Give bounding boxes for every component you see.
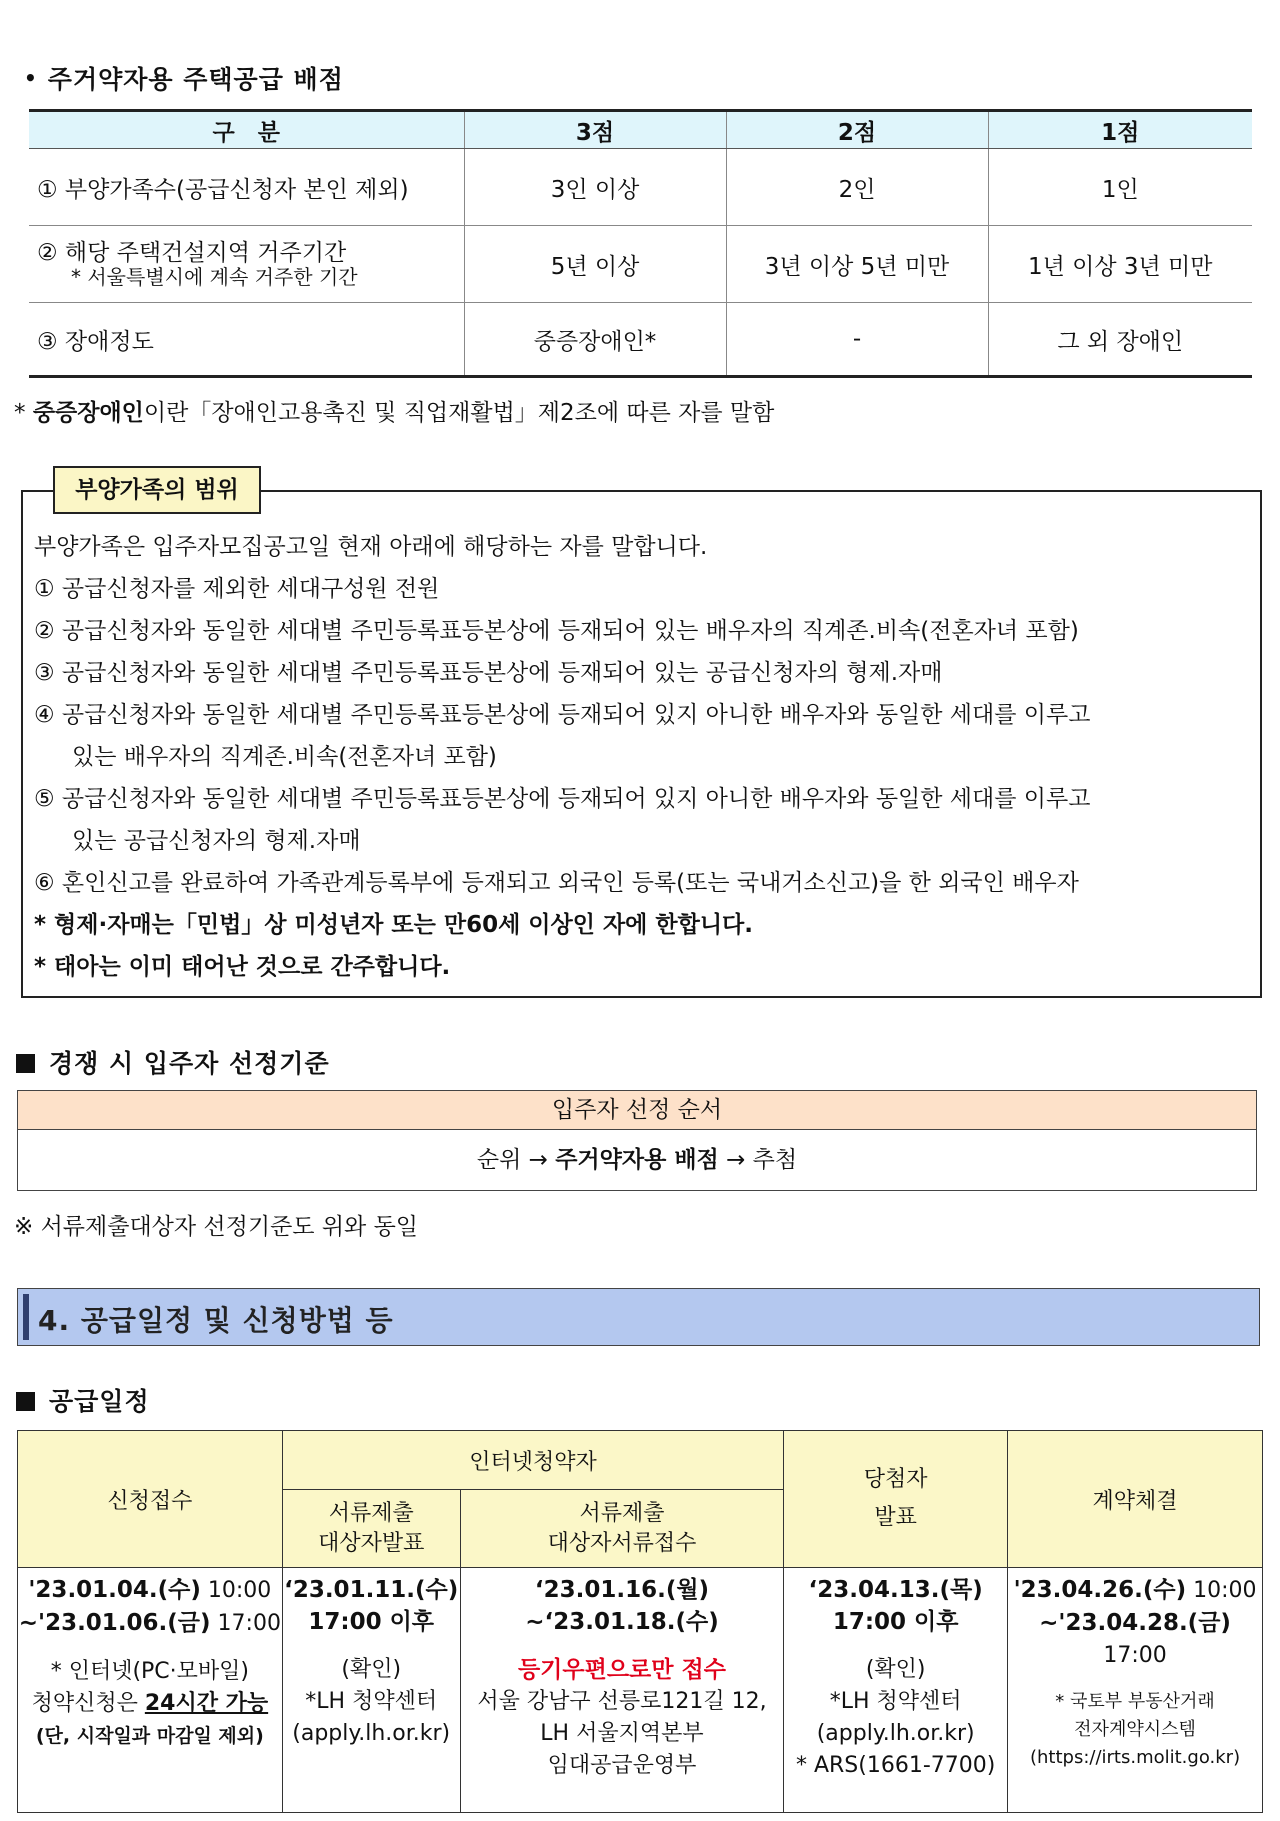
section-heading-selection <box>16 1044 330 1080</box>
cell-3pt: 중증장애인* <box>464 303 726 377</box>
row-label: ③ 장애정도 <box>29 303 464 377</box>
selection-order-header: 입주자 선정 순서 <box>18 1091 1256 1130</box>
list-item: ② 공급신청자와 동일한 세대별 주민등록표등본상에 등재되어 있는 배우자의 직계존.비속(전혼자녀 포함) <box>34 618 1079 644</box>
apply-end-date: ~'23.01.06.(금) <box>18 1610 211 1636</box>
chapter-banner <box>17 1288 1260 1346</box>
list-note <box>34 908 1256 950</box>
list-note <box>34 950 1256 992</box>
cell-1pt: 그 외 장애인 <box>988 303 1252 377</box>
apply-24h: 24시간 가능 <box>144 1691 269 1716</box>
square-bullet-icon <box>16 1392 35 1411</box>
section-heading-schedule <box>16 1382 150 1418</box>
doc-announce-time: 17:00 이후 <box>308 1609 435 1635</box>
cell-3pt: 3인 이상 <box>464 149 726 226</box>
cell-1pt: 1년 이상 3년 미만 <box>988 226 1252 303</box>
note-fetus: * 태아는 이미 태어난 것으로 간주합니다. <box>34 954 451 980</box>
selection-order-box <box>17 1090 1257 1191</box>
winner-url: (apply.lh.or.kr) <box>816 1721 975 1746</box>
header-winner: 당첨자 발표 <box>784 1431 1008 1568</box>
list-item: ① 공급신청자를 제외한 세대구성원 전원 <box>34 576 440 602</box>
section-title: 공급일정 <box>49 1387 150 1416</box>
apply-start-time: 10:00 <box>200 1578 272 1603</box>
header-doc-receive: 서류제출 대상자서류접수 <box>460 1490 784 1568</box>
doc-receive-start: ‘23.01.16.(월) <box>534 1577 710 1603</box>
header-doc-announce: 서류제출 대상자발표 <box>282 1490 460 1568</box>
doc-receive-office: LH 서울지역본부 <box>540 1721 704 1746</box>
contract-start-time: 10:00 <box>1186 1578 1257 1603</box>
contract-note: * 국토부 부동산거래 <box>1055 1691 1215 1712</box>
contract-start-date: '23.04.26.(수) <box>1013 1577 1187 1603</box>
contract-system: 전자계약시스템 <box>1074 1719 1196 1740</box>
severe-disability-note <box>14 394 774 427</box>
doc-receive-mail-only: 등기우편으로만 접수 <box>517 1657 726 1683</box>
chapter-title: 4. 공급일정 및 신청방법 등 <box>38 1304 394 1337</box>
table-row <box>29 303 1252 377</box>
table-row <box>29 149 1252 226</box>
order-step-rank: 순위 → <box>476 1147 556 1173</box>
selection-order-body <box>18 1130 1256 1190</box>
cell-doc-receive <box>460 1568 784 1813</box>
contract-end-date: ~'23.04.28.(금) <box>1039 1610 1231 1636</box>
doc-announce-center: *LH 청약센터 <box>305 1689 438 1714</box>
row-label-sub: * 서울특별시에 계속 거주한 기간 <box>71 265 358 289</box>
winner-check: (확인) <box>865 1657 926 1682</box>
note-bold: 중증장애인 <box>32 400 144 426</box>
list-item: ③ 공급신청자와 동일한 세대별 주민등록표등본상에 등재되어 있는 공급신청자의 형제.자매 <box>34 660 943 686</box>
winner-ars: * ARS(1661-7700) <box>795 1753 996 1778</box>
header-3pt: 3점 <box>464 111 726 149</box>
list-item: 있는 배우자의 직계존.비속(전혼자녀 포함) <box>72 744 497 770</box>
cell-doc-announce <box>282 1568 460 1813</box>
section-heading-score: • 주거약자용 주택공급 배점 <box>24 65 344 94</box>
schedule-body-row <box>18 1568 1263 1813</box>
box-title-tag: 부양가족의 범위 <box>53 466 261 514</box>
list-item: 부양가족은 입주자모집공고일 현재 아래에 해당하는 자를 말합니다. <box>34 534 708 560</box>
apply-end-time: 17:00 <box>210 1611 281 1636</box>
header-apply: 신청접수 <box>18 1431 283 1568</box>
selection-note: ※ 서류제출대상자 선정기준도 위와 동일 <box>14 1214 419 1240</box>
winner-time: 17:00 이후 <box>832 1609 959 1635</box>
doc-receive-dept: 임대공급운영부 <box>547 1753 697 1778</box>
banner-accent-bar <box>23 1294 29 1340</box>
row-label-main: ② 해당 주택건설지역 거주기간 <box>37 240 347 266</box>
list-item: ④ 공급신청자와 동일한 세대별 주민등록표등본상에 등재되어 있지 아니한 배우자와 동일한 세대를 이루고 <box>34 702 1091 728</box>
doc-announce-date: ‘23.01.11.(수) <box>284 1577 459 1603</box>
winner-date: ‘23.04.13.(목) <box>808 1577 983 1603</box>
cell-2pt: 2인 <box>726 149 988 226</box>
doc-receive-address: 서울 강남구 선릉로121길 12, <box>477 1689 767 1714</box>
header-1pt: 1점 <box>988 111 1252 149</box>
schedule-table <box>17 1430 1263 1813</box>
apply-exception: (단, 시작일과 마감일 제외) <box>35 1725 264 1747</box>
cell-3pt: 5년 이상 <box>464 226 726 303</box>
header-contract: 계약체결 <box>1008 1431 1263 1568</box>
schedule-header-row <box>18 1431 1263 1490</box>
order-step-lottery: → 추첨 <box>718 1147 798 1173</box>
cell-contract <box>1008 1568 1263 1813</box>
cell-2pt: - <box>726 303 988 377</box>
note-siblings: * 형제·자매는「민법」상 미성년자 또는 만60세 이상인 자에 한합니다. <box>34 912 754 938</box>
score-table <box>29 109 1252 378</box>
list-item: ⑤ 공급신청자와 동일한 세대별 주민등록표등본상에 등재되어 있지 아니한 배우자와 동일한 세대를 이루고 <box>34 786 1091 812</box>
row-label: ① 부양가족수(공급신청자 본인 제외) <box>29 149 464 226</box>
header-2pt: 2점 <box>726 111 988 149</box>
doc-receive-end: ~‘23.01.18.(수) <box>525 1609 719 1635</box>
contract-url: (https://irts.molit.go.kr) <box>1029 1747 1241 1768</box>
header-internet: 인터넷청약자 <box>282 1431 784 1490</box>
cell-2pt: 3년 이상 5년 미만 <box>726 226 988 303</box>
section-title: 주거약자용 주택공급 배점 <box>47 65 344 94</box>
section-title: 경쟁 시 입주자 선정기준 <box>49 1049 330 1078</box>
note-prefix: * <box>14 400 33 426</box>
note-text: 이란「장애인고용촉진 및 직업재활법」제2조에 따른 자를 말함 <box>143 400 775 426</box>
contract-end-time: 17:00 <box>1103 1643 1167 1668</box>
cell-winner <box>784 1568 1008 1813</box>
winner-center: *LH 청약센터 <box>829 1689 962 1714</box>
cell-1pt: 1인 <box>988 149 1252 226</box>
square-bullet-icon <box>16 1054 35 1073</box>
apply-start-date: '23.01.04.(수) <box>28 1577 201 1603</box>
apply-note: * 인터넷(PC·모바일) <box>50 1659 249 1684</box>
order-step-score: 주거약자용 배점 <box>555 1147 719 1173</box>
score-table-header <box>29 111 1252 149</box>
table-row <box>29 226 1252 303</box>
list-item: 있는 공급신청자의 형제.자매 <box>72 828 361 854</box>
doc-announce-url: (apply.lh.or.kr) <box>292 1721 451 1746</box>
row-label <box>29 226 464 303</box>
doc-announce-check: (확인) <box>341 1657 402 1682</box>
cell-apply <box>18 1568 283 1813</box>
dependents-list <box>34 530 1256 992</box>
list-item: ⑥ 혼인신고를 완료하여 가족관계등록부에 등재되고 외국인 등록(또는 국내거소신고)을 한 외국인 배우자 <box>34 870 1079 896</box>
apply-note-text: 청약신청은 <box>31 1691 145 1716</box>
header-category: 구 분 <box>29 111 464 149</box>
